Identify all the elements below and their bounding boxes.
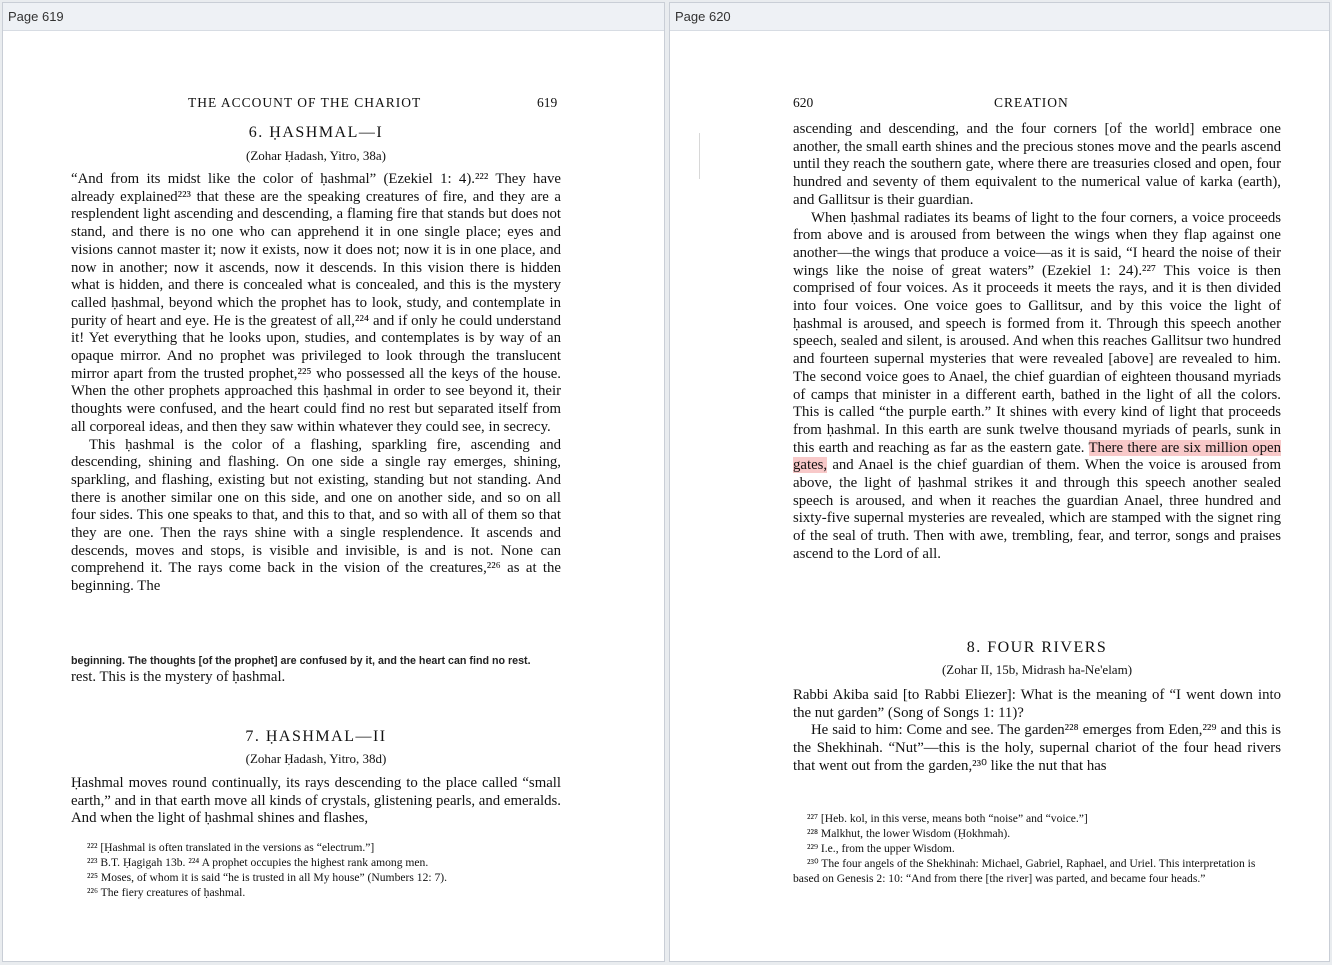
footnote: ²²⁹ I.e., from the upper Wisdom.	[807, 842, 955, 855]
section-body	[793, 687, 1281, 776]
continuation-body	[793, 121, 1281, 564]
page-619[interactable]	[2, 2, 665, 962]
page-label: Page 619	[3, 3, 664, 31]
section-source: (Zohar Ḥadash, Yitro, 38d)	[245, 751, 387, 766]
section-title: 8. FOUR RIVERS	[966, 639, 1108, 656]
text-run: and Anael is the chief guardian of them. When the voice is aroused from above, the light of ḥashmal strikes it and through this speech another sealed speech is aroused, and when it reaches the guardian Anael, three hundred and sixty-five supernal mysteries are revealed, which are stamped with the signet ring of the seal of truth. Then with awe, trembling, fear, and terror, songs and praises ascend to the Lord of all.	[793, 457, 1281, 562]
running-head: CREATION	[994, 95, 1069, 110]
footnotes	[87, 840, 557, 900]
paragraph: He said to him: Come and see. The garden²²⁸ emerges from Eden,²²⁹ and this is the Shekhinah. “Nut”—this is the holy, supernal chariot of the four head rivers that went out from the garden,²³⁰ like the nut that has	[793, 722, 1281, 774]
folio-number: 620	[793, 95, 814, 110]
highlighted-text[interactable]: There there are six million open gates,	[793, 439, 1281, 474]
footnote: ²²⁸ Malkhut, the lower Wisdom (Ḥokhmah).	[807, 827, 1011, 840]
paragraph: Rabbi Akiba said [to Rabbi Eliezer]: What is the meaning of “I went down into the nut garden” (Song of Songs 1: 11)?	[793, 687, 1281, 721]
footnote: ²²⁵ Moses, of whom it is said “he is trusted in all My house” (Numbers 12: 7).	[87, 871, 448, 884]
paragraph: ascending and descending, and the four corners [of the world] embrace one another, the small earth shines and the precious stones move and the pearls ascend until they reach the southern gate, where there are treasuries closed and open, four hundred and seventy of them equivalent to the numerical value of karka (earth), and Gallitsur is their guardian.	[793, 121, 1281, 208]
section-body	[71, 171, 561, 596]
paragraph	[793, 210, 1281, 564]
section-body	[71, 775, 561, 828]
footnote: ²²⁶ The fiery creatures of ḥashmal.	[87, 886, 246, 899]
section-source: (Zohar II, 15b, Midrash ha-Ne'elam)	[941, 662, 1133, 677]
section-source: (Zohar Ḥadash, Yitro, 38a)	[246, 148, 386, 163]
closing-line: rest. This is the mystery of ḥashmal.	[71, 669, 286, 685]
footnote: ²²² [Ḥashmal is often translated in the versions as “electrum.”]	[87, 841, 375, 854]
page-620[interactable]	[669, 2, 1330, 962]
footnote: ²²⁷ [Heb. kol, in this verse, means both “noise” and “voice.”]	[807, 812, 1088, 825]
section-title: 7. ḤASHMAL—II	[245, 728, 387, 745]
page-content	[3, 31, 664, 961]
footnote: ²²³ B.T. Ḥagigah 13b. ²²⁴ A prophet occupies the highest rank among men.	[87, 856, 429, 869]
footnotes	[793, 811, 1271, 886]
paragraph: This ḥashmal is the color of a flashing, sparkling fire, ascending and descending, shining and flashing. On one side a single ray emerges, shining, sparkling, and flashing, existing but not existing, standing but not standing. And there is another similar one on this side, and one on another side, and so on all four sides. This one speaks to that, and this to that, and so with all of them so that they are one. Then the rays shine with a single resplendence. It ascends and descends, moves and stops, is visible and invisible, is and is not. None can comprehend it. The rays come back in the vision of the creatures,²²⁶ as at the beginning. The	[71, 436, 561, 595]
page-content	[670, 31, 1329, 961]
margin-mark	[699, 133, 700, 179]
folio-number: 619	[537, 95, 558, 110]
text-run: When ḥashmal radiates its beams of light to the four corners, a voice proceeds from above and is aroused from between the wings when they flap against one another—the wings that produce a voice—as it is said, “I heard the noise of their wings like the noise of great waters” (Ezekiel 1: 24).²²⁷ This voice is then comprised of four voices. As it proceeds it meets the rays, and it is then divided into four voices. One voice goes to Gallitsur, and by this voice the light of ḥashmal is aroused, and speech is formed from it. Through this speech another speech, sealed and silent, is aroused. And when this reaches Gallitsur two hundred and fourteen supernal mysteries that were revealed [above] are revealed to him. The second voice goes to Anael, the chief guardian of eighteen thousand myriads of camps that minister in a different earth, bathed in the light of all the colors. This is called “the purple earth.” It shines with every kind of light that proceeds from ḥashmal. In this earth are sunk twelve thousand myriads of pearls, sunk in this earth and reaching as far as the eastern gate.	[793, 209, 1281, 456]
running-head: THE ACCOUNT OF THE CHARIOT	[188, 95, 422, 110]
inserted-line: beginning. The thoughts [of the prophet] are confused by it, and the heart can find no rest.	[71, 655, 531, 667]
page-label: Page 620	[670, 3, 1329, 31]
section-title: 6. ḤASHMAL—I	[248, 124, 384, 141]
footnote: ²³⁰ The four angels of the Shekhinah: Michael, Gabriel, Raphael, and Uriel. This interpretation is based on Genesis 2: 10: “And from there [the river] was parted, and became four heads.”	[793, 857, 1256, 885]
paragraph: “And from its midst like the color of ḥashmal” (Ezekiel 1: 4).²²² They have already explained²²³ that these are the speaking creatures of fire, and they are a resplendent light ascending and descending, a flaming fire that stands but does not stand, and there is no one who can apprehend it in one single place; eyes and visions cannot master it; now it exists, now it does not; now it is in one place, and now in another; now it ascends, now it descends. In this vision there is hidden what is hidden, and there is concealed what is concealed, and this is the mystery called ḥashmal, beyond which the prophet has to look, study, and contemplate in purity of heart and eye. He is the greatest of all,²²⁴ and if only he could understand it! Yet everything that he looks upon, studies, and contemplates is by way of an opaque mirror. And no prophet was privileged to look through the translucent mirror apart from the trusted prophet,²²⁵ who possessed all the keys of the house. When the other prophets approached this ḥashmal in order to see beyond it, their thoughts were confused, and the heart could find no rest but separated itself from all corporeal ideas, and then they saw within whatever they could see, in secrecy.	[71, 171, 561, 435]
paragraph: Ḥashmal moves round continually, its rays descending to the place called “small earth,” and in that earth move all kinds of crystals, glistening pearls, and emeralds. And when the light of ḥashmal shines and flashes,	[71, 775, 561, 827]
